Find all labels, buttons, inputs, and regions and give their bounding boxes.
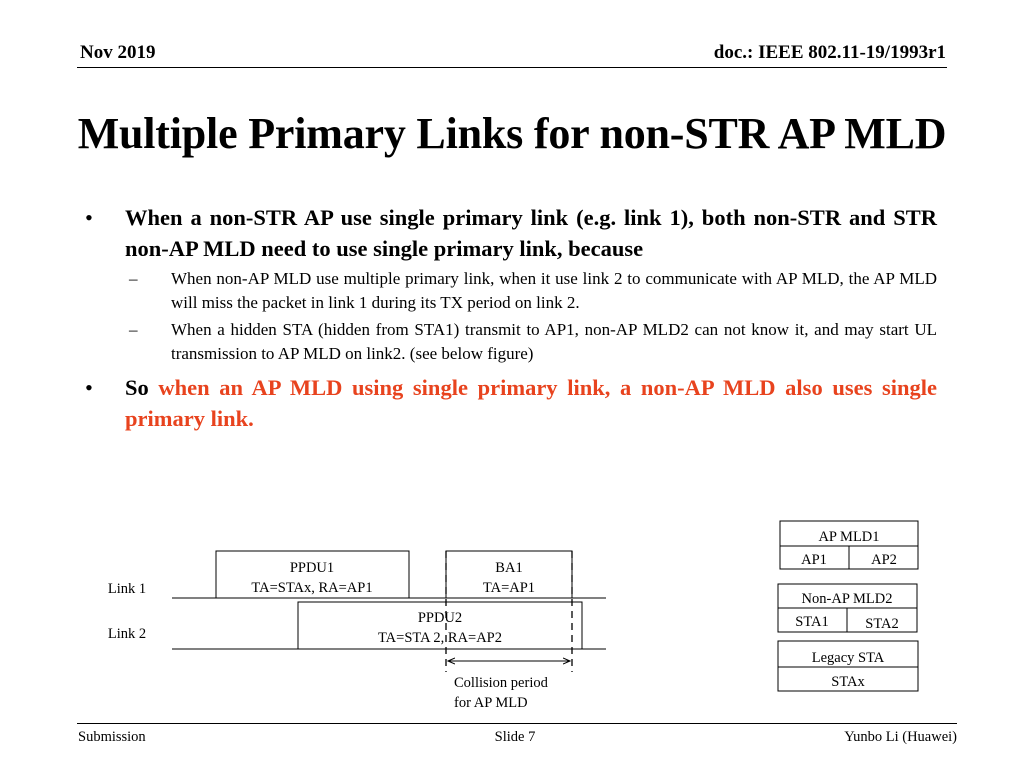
footer-submission: Submission [78,729,146,745]
ppdu2-line1: PPDU2 [417,610,463,626]
ba1-line2: TA=AP1 [482,580,536,596]
link-1-label: Link 1 [107,581,147,597]
bullet-2-highlight: when an AP MLD using single primary link, a non-AP MLD also uses single primary link. [125,375,937,431]
collision-label-line2: for AP MLD [454,695,528,711]
sub-bullet-1-text: When non-AP MLD use multiple primary link, when it use link 2 to communicate with AP MLD, the AP MLD will miss the packet in link 1 during its TX period on link 2. [171,269,937,312]
non-ap-mld-title: Non-AP MLD2 [801,591,893,607]
bullet-2-lead: So [125,375,159,400]
ap2-label: AP2 [871,552,897,568]
bullet-marker: • [85,205,93,230]
sub-bullet-2-text: When a hidden STA (hidden from STA1) transmit to AP1, non-AP MLD2 can not know it, and may start UL transmission to AP MLD on link2. (see below figure) [171,320,937,363]
ppdu2-line2: TA=STA 2, RA=AP2 [377,630,503,646]
collision-label-line1: Collision period [454,675,548,691]
sub-bullet-marker: – [129,269,138,288]
bullet-marker: • [85,375,93,400]
header-date: Nov 2019 [80,42,156,63]
legacy-sta-title: Legacy STA [811,650,885,666]
ba1-line1: BA1 [495,560,523,576]
sta2-label: STA2 [865,616,899,632]
slide-title: Multiple Primary Links for non-STR AP MLD [77,109,947,158]
link-2-label: Link 2 [107,626,147,642]
ppdu1-line1: PPDU1 [289,560,335,576]
sta1-label: STA1 [795,614,829,630]
stax-label: STAx [831,674,865,690]
ap1-label: AP1 [801,552,827,568]
header-doc-id: doc.: IEEE 802.11-19/1993r1 [713,42,946,63]
sub-bullet-marker: – [129,320,138,339]
footer-divider [77,723,957,724]
ppdu1-line2: TA=STAx, RA=AP1 [251,580,373,596]
footer-slide-number: Slide 7 [494,729,536,745]
footer-author: Yunbo Li (Huawei) [844,729,957,745]
bullet-1-text: When a non-STR AP use single primary link (e.g. link 1), both non-STR and STR non-AP MLD need to use single primary link, because [125,205,937,261]
ap-mld-title: AP MLD1 [818,529,880,545]
